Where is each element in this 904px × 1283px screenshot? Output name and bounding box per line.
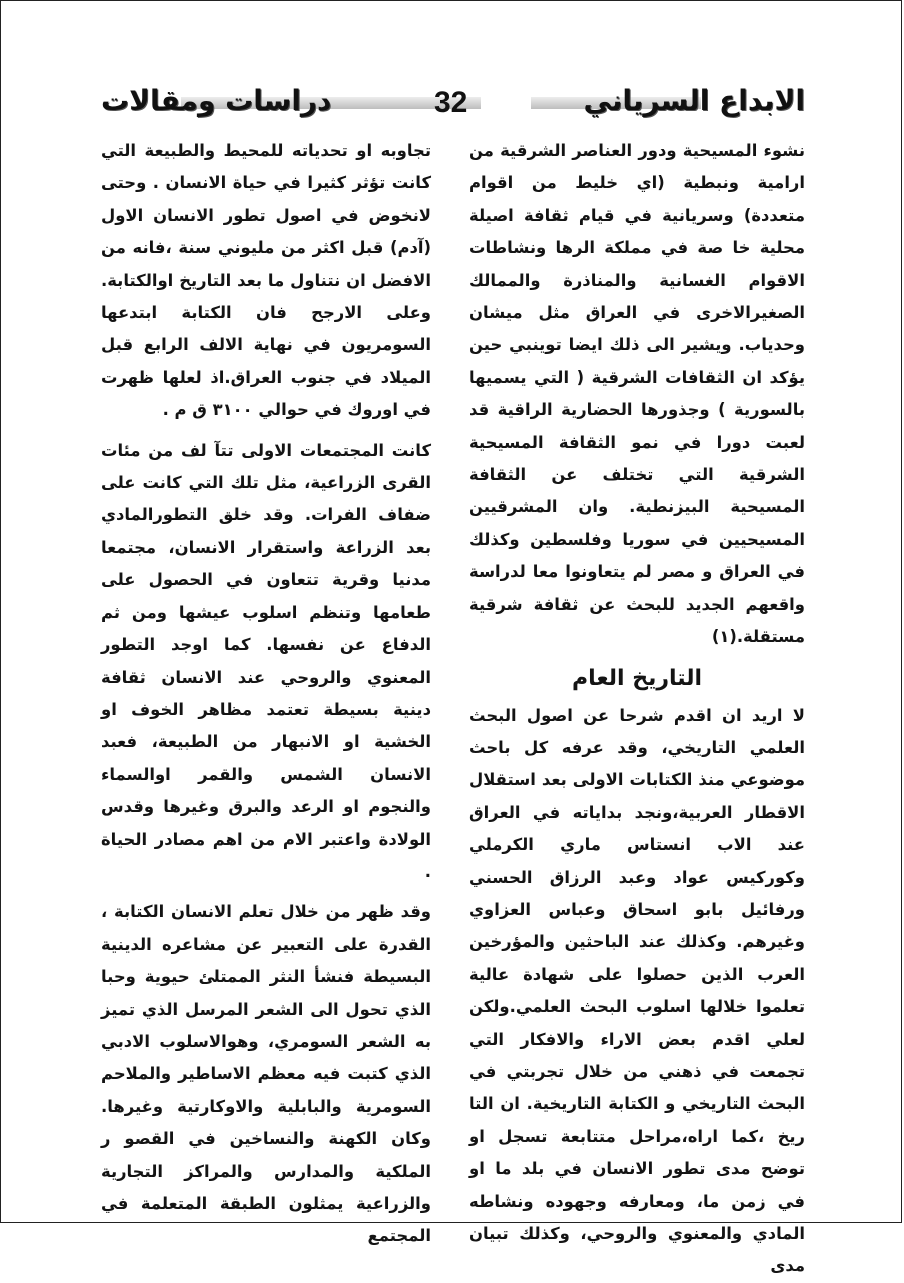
paragraph-2: كانت المجتمعات الاولى تتآ لف من مئات القرى الزراعية، مثل تلك التي كانت على ضفاف الفرات. وقد خلق التطورالمادي بعد الزراعة واستقرار الانسان، مجتمعا مدنيا وقرية تتعاون في الحصول على طعامها وتنظم اسلوب عيشها ومن ثم الدفاع عن نفسها. كما اوجد التطور المعنوي والروحي عند الانسان ثقافة دينية بسيطة تعتمد مظاهر الخوف او الخشية او الانبهار من الطبيعة، فعبد الانسان الشمس والقمر اوالسماء والنجوم او الرعد والبرق وغيرها وقدس الولادة واعتبر الام من اهم مصادر الحياة .	[101, 440, 431, 881]
page-header	[101, 81, 805, 131]
magazine-title: الابداع السرياني	[583, 84, 805, 117]
intro-paragraph: نشوء المسيحية ودور العناصر الشرقية من ارامية ونبطية (اي خليط من اقوام متعددة) وسريانية في قيام ثقافة اصيلة محلية خا صة في مملكة الرها ونشاطات الاقوام الغسانية والمناذرة والممالك الصغيرالاخرى في العراق مثل ميشان وحدياب. ويشير الى ذلك ايضا توينبي حين يؤكد ان الثقافات الشرقية ( التي يسميها بالسورية ) وجذورها الحضارية الراقية قد لعبت دورا في نمو الثقافة المسيحية الشرقية التي تختلف عن الثقافة المسيحية البيزنطية. وان المشرقيين المسيحيين في سوريا وفلسطين وكذلك في العراق و مصر لم يتعاونوا معا لدراسة واقعهم الجديد للبحث عن ثقافة شرقية مستقلة.(١)	[469, 141, 805, 647]
page-number: 32	[434, 86, 468, 119]
paragraph-1: تجاوبه او تحدياته للمحيط والطبيعة التي كانت تؤثر كثيرا في حياة الانسان . وحتى لانخوض في اصول تطور الانسان الاول (آدم) قبل اكثر من مليوني سنة ،فانه من الافضل ان نتناول ما بعد التاريخ اوالكتابة. وعلى الارجح فان الكتابة ابتدعها السومريون في نهاية الالف الرابع قبل الميلاد في جنوب العراق.اذ لعلها ظهرت في اوروك في حوالي ٣١٠٠ ق م .	[101, 141, 431, 420]
section-title: دراسات ومقالات	[101, 84, 332, 117]
section-heading: التاريخ العام	[571, 665, 703, 691]
right-column	[469, 135, 805, 1283]
left-column	[101, 135, 431, 1253]
section-paragraph: لا اريد ان اقدم شرحا عن اصول البحث العلمي التاريخي، وقد عرفه كل باحث موضوعي منذ الكتابات الاولى بعد استقلال الاقطار العربية،ونجد بداياته في العراق عند الاب انستاس ماري الكرملي وكوركيس عواد وعبد الرزاق الحسني ورفائيل بابو اسحاق وعباس العزاوي وغيرهم. وكذلك عند الباحثين والمؤرخين العرب الذين حصلوا على شهادة عالية تعلموا خلالها اسلوب البحث العلمي.ولكن لعلي اقدم بعض الاراء والافكار التي تجمعت في ذهني من خلال تجربتي في البحث التاريخي و الكتابة التاريخية. ان التا ريخ ،كما اراه،مراحل متتابعة تسجل او توضح مدى تطور الانسان في بلد ما او في زمن ما، ومعارفه وجهوده ونشاطه المادي والمعنوي والروحي، وكذلك تبيان مدى	[469, 705, 805, 1276]
paragraph-3: وقد ظهر من خلال تعلم الانسان الكتابة ، القدرة على التعبير عن مشاعره الدينية البسيطة فنشأ النثر الممتلئ حيوية وحبا الذي تحول الى الشعر المرسل الذي تميز به الشعر السومري، وهوالاسلوب الادبي الذي كتبت فيه معظم الاساطير والملاحم السومرية والبابلية والاوكارتية وغيرها. وكان الكهنة والنساخين في القصو ر الملكية والمدارس والمراكز التجارية والزراعية يمثلون الطبقة المتعلمة في المجتمع	[101, 902, 431, 1246]
